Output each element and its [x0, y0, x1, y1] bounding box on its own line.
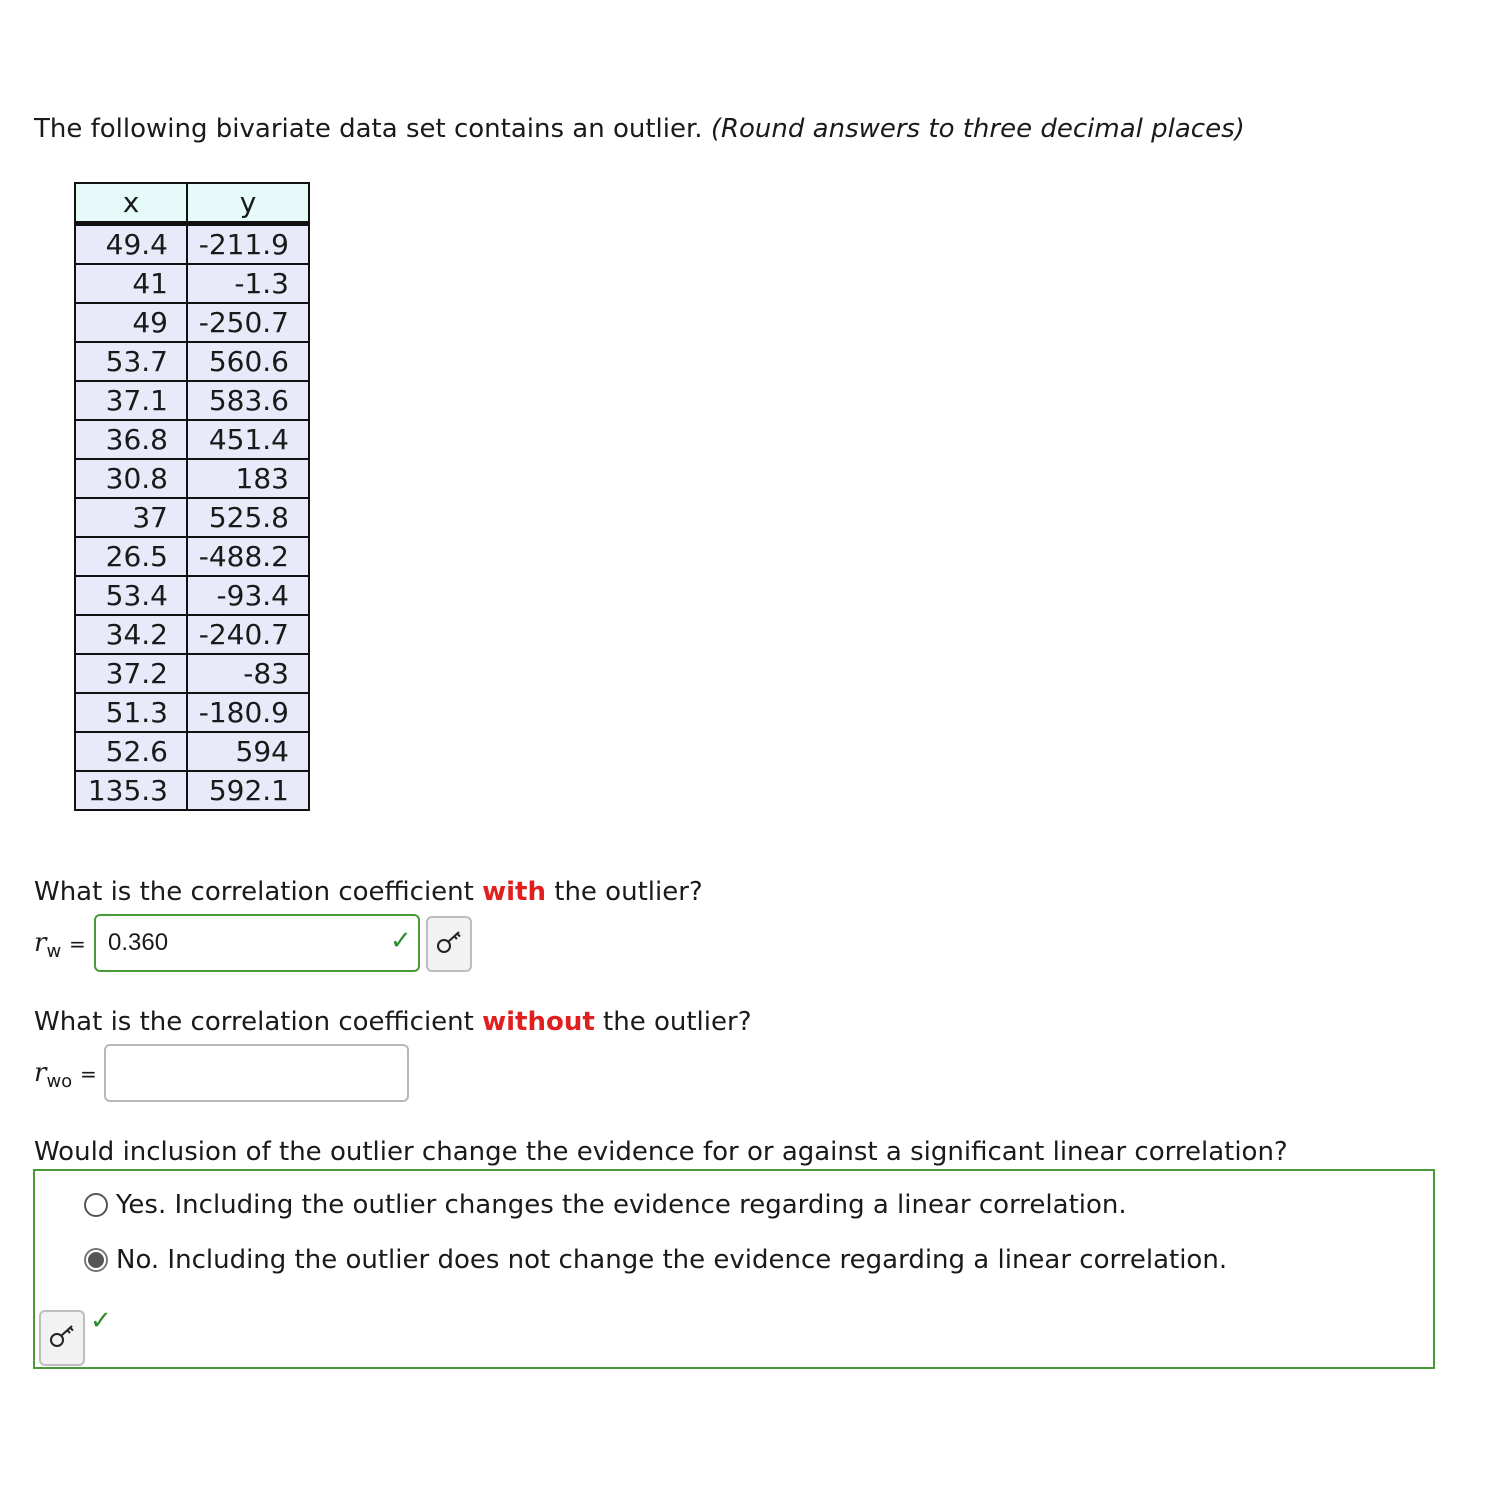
- rounding-note: (Round answers to three decimal places): [710, 114, 1245, 144]
- cell-x: 37.1: [75, 381, 187, 420]
- table-header-row: [75, 183, 309, 224]
- table-row: [75, 381, 309, 420]
- data-table: [74, 182, 310, 811]
- cell-x: 51.3: [75, 693, 187, 732]
- question-evidence: Would inclusion of the outlier change the evidence for or against a significant linear correlation?: [34, 1137, 1288, 1167]
- table-row: [75, 459, 309, 498]
- cell-x: 37: [75, 498, 187, 537]
- r-wo-label: [34, 1058, 72, 1092]
- r-with-value: 0.360: [108, 929, 169, 956]
- question-with-outlier: [34, 877, 703, 907]
- cell-y: -83: [187, 654, 309, 693]
- cell-y: -180.9: [187, 693, 309, 732]
- checkmark-icon: ✓: [90, 1306, 112, 1336]
- cell-x: 53.7: [75, 342, 187, 381]
- checkmark-icon: ✓: [390, 926, 412, 956]
- r-w-equals: =: [69, 932, 86, 956]
- option-no[interactable]: [84, 1245, 1227, 1275]
- cell-x: 49: [75, 303, 187, 342]
- cell-x: 36.8: [75, 420, 187, 459]
- table-row: [75, 654, 309, 693]
- cell-x: 34.2: [75, 615, 187, 654]
- question-without-outlier: [34, 1007, 752, 1037]
- table-row: [75, 342, 309, 381]
- option-yes[interactable]: [84, 1190, 1127, 1220]
- cell-x: 30.8: [75, 459, 187, 498]
- table-row: [75, 498, 309, 537]
- cell-y: 451.4: [187, 420, 309, 459]
- cell-x: 41: [75, 264, 187, 303]
- header-x: x: [75, 183, 187, 224]
- cell-x: 49.4: [75, 224, 187, 265]
- cell-y: -240.7: [187, 615, 309, 654]
- radio-no-selected[interactable]: [84, 1248, 108, 1272]
- q2-emphasis: without: [482, 1007, 595, 1037]
- answer-key-button[interactable]: [426, 916, 472, 972]
- problem-intro: [34, 114, 1245, 144]
- cell-y: 592.1: [187, 771, 309, 810]
- cell-y: -93.4: [187, 576, 309, 615]
- answer-key-button-2[interactable]: [39, 1310, 85, 1366]
- key-icon: [434, 927, 464, 961]
- r-wo-symbol: r: [34, 1058, 47, 1088]
- table-row: [75, 615, 309, 654]
- r-wo-equals: =: [80, 1062, 97, 1086]
- cell-x: 53.4: [75, 576, 187, 615]
- cell-x: 52.6: [75, 732, 187, 771]
- cell-y: 583.6: [187, 381, 309, 420]
- option-yes-label: Yes. Including the outlier changes the evidence regarding a linear correlation.: [116, 1190, 1127, 1220]
- header-y: y: [187, 183, 309, 224]
- cell-y: -1.3: [187, 264, 309, 303]
- cell-y: 525.8: [187, 498, 309, 537]
- cell-y: -250.7: [187, 303, 309, 342]
- q1-emphasis: with: [482, 877, 546, 907]
- key-icon: [47, 1321, 77, 1355]
- table-row: [75, 732, 309, 771]
- table-row: [75, 264, 309, 303]
- q1-text-pre: What is the correlation coefficient: [34, 877, 483, 907]
- r-wo-subscript: wo: [46, 1071, 73, 1092]
- intro-text: The following bivariate data set contains an outlier.: [34, 114, 703, 144]
- q2-text-pre: What is the correlation coefficient: [34, 1007, 483, 1037]
- table-row: [75, 303, 309, 342]
- cell-y: 594: [187, 732, 309, 771]
- table-row: [75, 420, 309, 459]
- option-no-label: No. Including the outlier does not change the evidence regarding a linear correlation.: [116, 1245, 1228, 1275]
- cell-y: 183: [187, 459, 309, 498]
- table-row: [75, 224, 309, 265]
- cell-x: 135.3: [75, 771, 187, 810]
- cell-y: -488.2: [187, 537, 309, 576]
- table-row: [75, 693, 309, 732]
- table-row: [75, 576, 309, 615]
- r-w-label: [34, 928, 61, 962]
- table-row: [75, 537, 309, 576]
- cell-x: 26.5: [75, 537, 187, 576]
- cell-y: 560.6: [187, 342, 309, 381]
- cell-y: -211.9: [187, 224, 309, 265]
- radio-yes[interactable]: [84, 1193, 108, 1217]
- q1-text-post: the outlier?: [545, 877, 703, 907]
- q2-text-post: the outlier?: [594, 1007, 752, 1037]
- cell-x: 37.2: [75, 654, 187, 693]
- r-with-input[interactable]: [94, 914, 420, 972]
- r-w-subscript: w: [46, 941, 62, 962]
- table-row: [75, 771, 309, 810]
- r-without-input[interactable]: [104, 1044, 409, 1102]
- r-w-symbol: r: [34, 928, 47, 958]
